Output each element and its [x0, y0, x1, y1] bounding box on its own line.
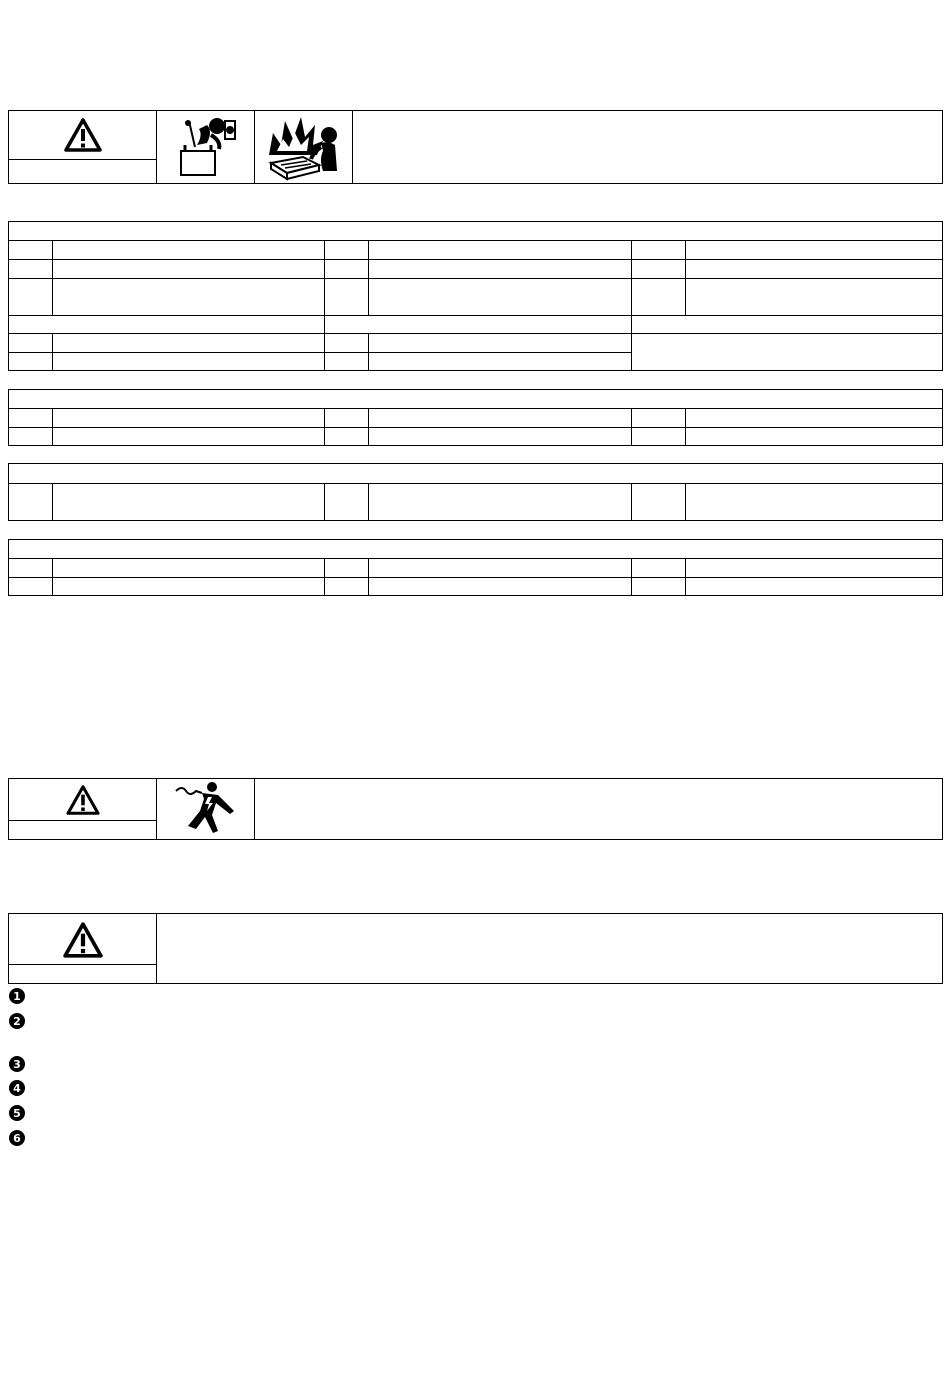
warning-box-electric-shock [8, 778, 943, 840]
spec-table-3-title [13, 465, 913, 481]
warning-box-battery [8, 110, 943, 184]
spec-table-1-title [13, 223, 913, 239]
signal-word [9, 823, 156, 838]
warning-message [165, 920, 935, 978]
battery-acid-icon [157, 113, 254, 183]
signal-word [9, 163, 156, 181]
spec-table-1 [8, 221, 943, 371]
step-4-number: 4 [9, 1080, 25, 1096]
warning-message [361, 117, 936, 177]
warning-triangle-icon [9, 917, 156, 963]
step-1-number: 1 [9, 988, 25, 1004]
step-5-number: 5 [9, 1105, 25, 1121]
step-6-number: 6 [9, 1130, 25, 1146]
signal-word [9, 967, 156, 982]
spec-table-3 [8, 463, 943, 521]
spec-table-4-title [13, 541, 913, 557]
warning-message [263, 785, 933, 833]
warning-triangle-icon [9, 113, 156, 157]
warning-triangle-icon [9, 781, 156, 819]
warning-box-general [8, 913, 943, 984]
spec-table-4 [8, 539, 943, 596]
step-2-number: 2 [9, 1013, 25, 1029]
spec-table-2 [8, 389, 943, 446]
battery-explosion-icon [255, 113, 352, 183]
step-3-number: 3 [9, 1056, 25, 1072]
spec-table-2-title [13, 391, 913, 407]
electric-shock-icon [157, 780, 254, 838]
